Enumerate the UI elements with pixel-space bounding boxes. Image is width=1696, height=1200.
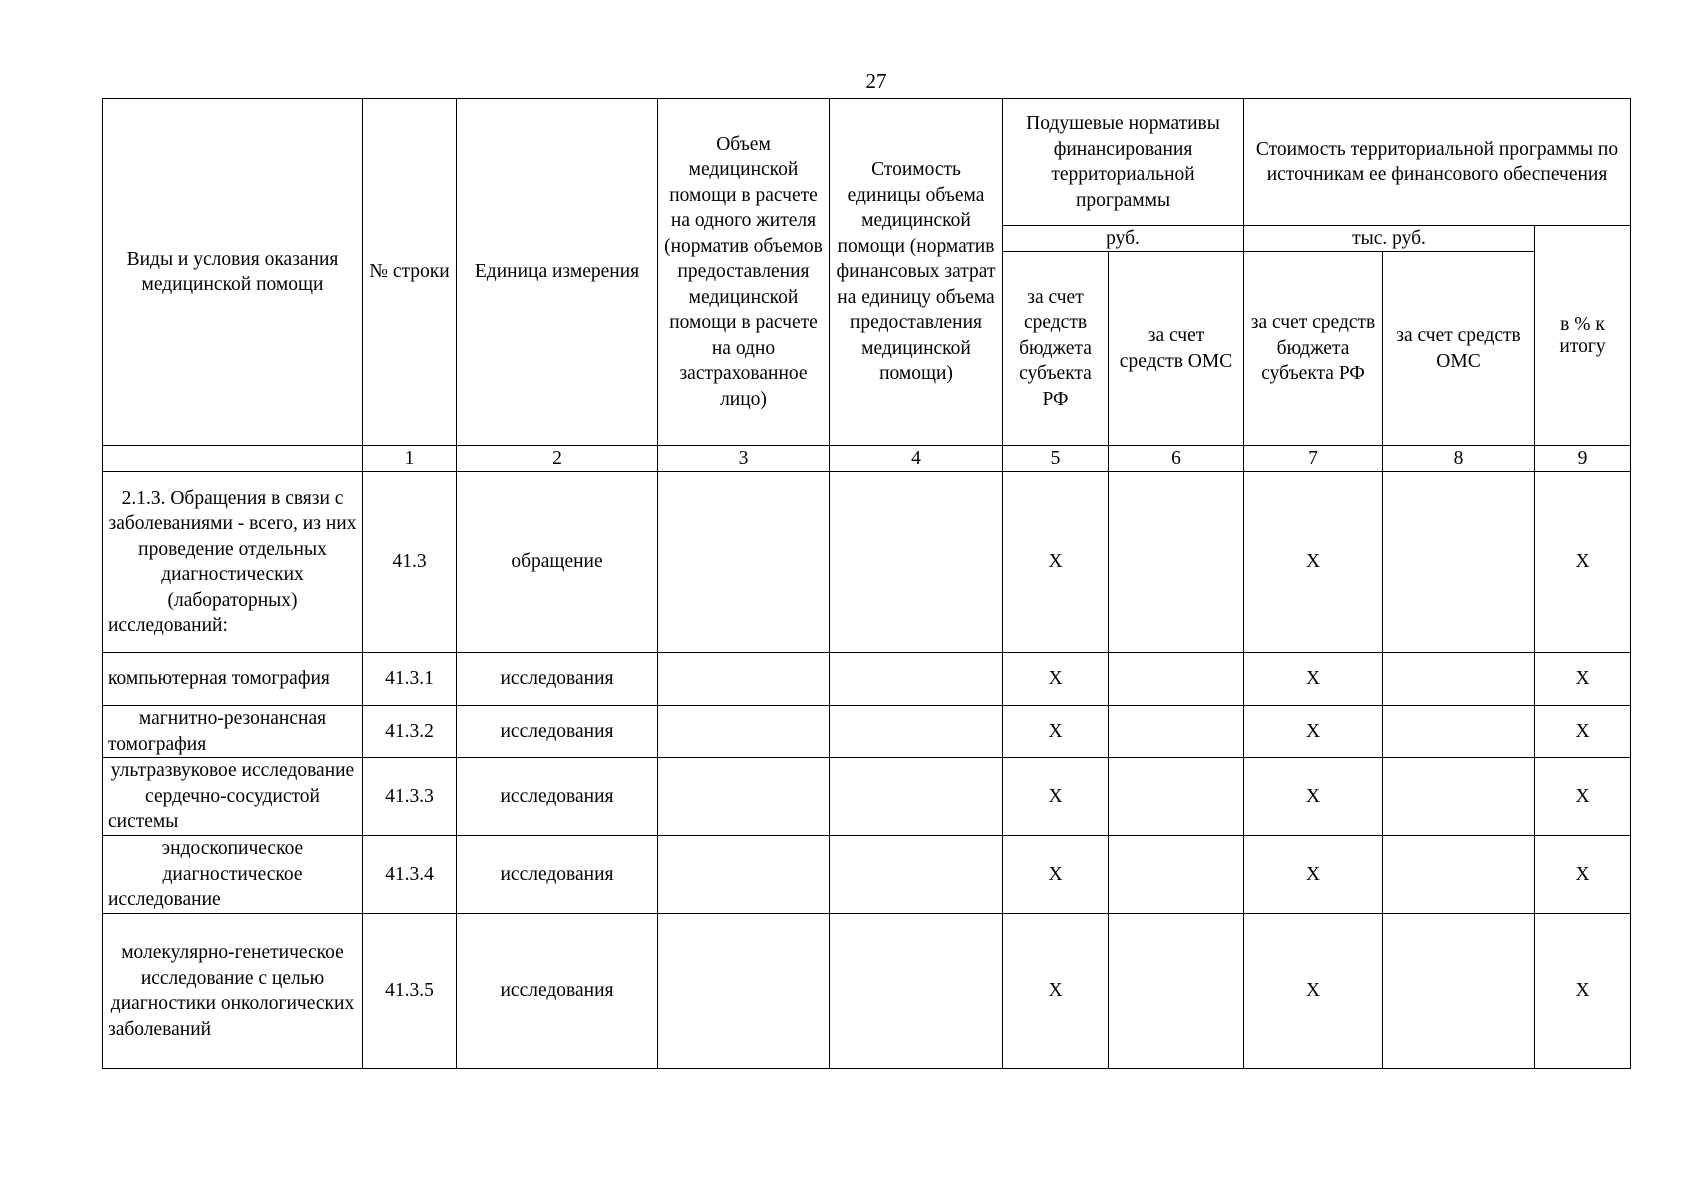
row-cost-unit [830,758,1003,836]
header-group-per-capita: Подушевые нормативы финансирования территориальной программы [1003,99,1244,226]
header-col8: за счет средств ОМС [1383,252,1535,446]
table-row [103,706,1631,758]
table-row [103,836,1631,914]
row-name: ультразвуковое исследование сердечно-сосудистой системы [103,758,363,836]
row-unit: исследования [457,706,658,758]
row-number: 41.3.5 [363,914,457,1069]
row-number: 41.3.4 [363,836,457,914]
header-volume: Объем медицинской помощи в расчете на одного жителя (норматив объемов предоставления медицинской помощи в расчете на одно застрахованное лицо) [658,99,830,446]
row-col5: X [1003,758,1109,836]
header-col5: за счет средств бюджета субъекта РФ [1003,252,1109,446]
page-number: 27 [865,69,887,93]
row-unit: исследования [457,653,658,706]
header-row-1 [103,99,1631,226]
row-col9: X [1535,758,1631,836]
row-col6 [1109,706,1244,758]
row-col8 [1383,706,1535,758]
row-col6 [1109,914,1244,1069]
row-col9: X [1535,653,1631,706]
row-unit: исследования [457,758,658,836]
row-col8 [1383,914,1535,1069]
row-col9: X [1535,914,1631,1069]
row-cost-unit [830,472,1003,653]
row-col7: X [1244,472,1383,653]
row-col6 [1109,472,1244,653]
column-number [103,446,363,472]
header-cost-unit: Стоимость единицы объема медицинской помощи (норматив финансовых затрат на единицу объема предоставления медицинской помощи) [830,99,1003,446]
row-col7: X [1244,653,1383,706]
header-col7: за счет средств бюджета субъекта РФ [1244,252,1383,446]
row-col6 [1109,836,1244,914]
header-unit: Единица измерения [457,99,658,446]
row-name: эндоскопическое диагностическое исследование [103,836,363,914]
row-col5: X [1003,914,1109,1069]
table-row [103,653,1631,706]
header-col9: в % к итогу [1535,226,1631,446]
row-unit: исследования [457,914,658,1069]
row-cost-unit [830,653,1003,706]
row-name: 2.1.3. Обращения в связи с заболеваниями - всего, из них проведение отдельных диагностических (лабораторных) исследований: [103,472,363,653]
row-col5: X [1003,472,1109,653]
row-volume [658,914,830,1069]
row-col7: X [1244,758,1383,836]
row-name: молекулярно-генетическое исследование с целью диагностики онкологических заболеваний [103,914,363,1069]
column-number: 3 [658,446,830,472]
column-number: 7 [1244,446,1383,472]
row-col5: X [1003,706,1109,758]
row-cost-unit [830,914,1003,1069]
row-col9: X [1535,706,1631,758]
column-number: 9 [1535,446,1631,472]
row-name: магнитно-резонансная томография [103,706,363,758]
row-col9: X [1535,836,1631,914]
header-unit-thousand-rub: тыс. руб. [1244,226,1535,252]
row-col6 [1109,758,1244,836]
row-volume [658,472,830,653]
row-name: компьютерная томография [103,653,363,706]
row-cost-unit [830,706,1003,758]
header-col6: за счет средств ОМС [1109,252,1244,446]
column-number: 8 [1383,446,1535,472]
row-col7: X [1244,914,1383,1069]
header-unit-rub: руб. [1003,226,1244,252]
row-col9: X [1535,472,1631,653]
row-col8 [1383,836,1535,914]
row-unit: исследования [457,836,658,914]
row-col6 [1109,653,1244,706]
row-number: 41.3.1 [363,653,457,706]
table-row [103,758,1631,836]
row-number: 41.3.3 [363,758,457,836]
column-number-row [103,446,1631,472]
column-number: 1 [363,446,457,472]
row-col5: X [1003,836,1109,914]
header-group-cost-program: Стоимость территориальной программы по источникам ее финансового обеспечения [1244,99,1631,226]
row-volume [658,653,830,706]
row-col8 [1383,472,1535,653]
table-row [103,472,1631,653]
column-number: 2 [457,446,658,472]
row-number: 41.3 [363,472,457,653]
row-cost-unit [830,836,1003,914]
table-row [103,914,1631,1069]
row-col5: X [1003,653,1109,706]
column-number: 4 [830,446,1003,472]
row-volume [658,758,830,836]
row-volume [658,836,830,914]
column-number: 6 [1109,446,1244,472]
row-number: 41.3.2 [363,706,457,758]
header-kind: Виды и условия оказания медицинской помощи [103,99,363,446]
row-col8 [1383,653,1535,706]
row-col7: X [1244,836,1383,914]
row-unit: обращение [457,472,658,653]
row-col7: X [1244,706,1383,758]
row-col8 [1383,758,1535,836]
financing-table [102,98,1631,1069]
row-volume [658,706,830,758]
header-row-no: № строки [363,99,457,446]
column-number: 5 [1003,446,1109,472]
